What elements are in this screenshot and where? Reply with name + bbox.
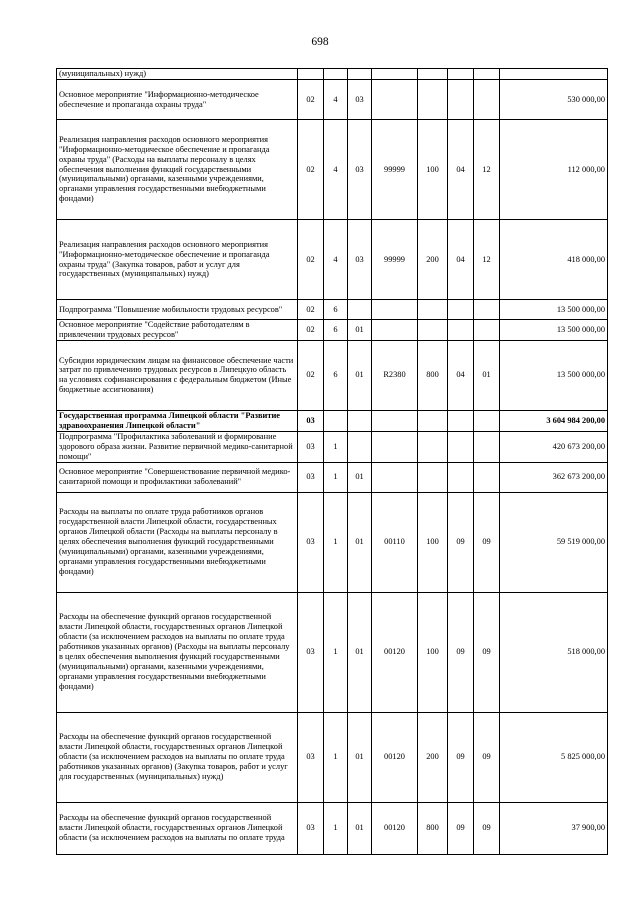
subsection-cell: 09 [474,492,500,592]
program-code-cell: 02 [298,320,324,341]
table-row [57,410,608,431]
expense-direction-cell [372,300,418,320]
expense-direction-cell [372,410,418,431]
measure-code-cell: 01 [348,712,372,802]
row-name-cell: Расходы на обеспечение функций органов государственной власти Липецкой области, государственных органов Липецкой области (за исключением расходов на выплаты по оплате труда работников указанных органов) (Расходы на выплаты персоналу в целях обеспечения выполнения функций государственными (муниципальными) органами, казенными учреждениями, органами управления государственными внебюджетными фондами) [57,592,298,712]
expense-type-cell [418,462,448,492]
expense-type-cell: 800 [418,802,448,854]
expense-direction-cell: 00120 [372,712,418,802]
program-code-cell: 02 [298,120,324,220]
section-cell: 09 [448,802,474,854]
expense-type-cell [418,300,448,320]
expense-direction-cell: 00110 [372,492,418,592]
subprogram-code-cell [324,69,348,80]
table-row [57,712,608,802]
row-name-cell: Основное мероприятие "Информационно-методическое обеспечение и пропаганда охраны труда" [57,80,298,120]
program-code-cell: 03 [298,802,324,854]
row-name-cell: Государственная программа Липецкой области "Развитие здравоохранения Липецкой области" [57,410,298,431]
measure-code-cell: 01 [348,320,372,341]
amount-cell: 418 000,00 [500,220,608,300]
section-cell: 04 [448,120,474,220]
expense-type-cell: 800 [418,340,448,410]
measure-code-cell [348,300,372,320]
table-row [57,492,608,592]
subprogram-code-cell: 4 [324,80,348,120]
subsection-cell [474,80,500,120]
expense-type-cell [418,410,448,431]
subsection-cell [474,300,500,320]
table-row [57,300,608,320]
subprogram-code-cell: 1 [324,431,348,462]
subprogram-code-cell: 6 [324,300,348,320]
section-cell [448,462,474,492]
measure-code-cell [348,69,372,80]
amount-cell [500,69,608,80]
expense-type-cell: 200 [418,712,448,802]
row-name-cell: Подпрограмма "Повышение мобильности трудовых ресурсов" [57,300,298,320]
amount-cell: 5 825 000,00 [500,712,608,802]
expense-direction-cell [372,80,418,120]
expense-direction-cell [372,320,418,341]
row-name-cell: Реализация направления расходов основного мероприятия "Информационно-методическое обеспечение и пропаганда охраны труда" (Закупка товаров, работ и услуг для государственных (муниципальных) нужд) [57,220,298,300]
measure-code-cell: 01 [348,462,372,492]
section-cell: 04 [448,340,474,410]
subprogram-code-cell: 6 [324,320,348,341]
amount-cell: 518 000,00 [500,592,608,712]
expense-type-cell: 100 [418,492,448,592]
expense-direction-cell: R2380 [372,340,418,410]
expense-type-cell [418,431,448,462]
row-name-cell: Расходы на обеспечение функций органов государственной власти Липецкой области, государственных органов Липецкой области (за исключением расходов на выплаты по оплате труда работников указанных органов) (Закупка товаров, работ и услуг для государственных (муниципальных) нужд) [57,712,298,802]
subprogram-code-cell: 1 [324,592,348,712]
expense-type-cell [418,320,448,341]
subprogram-code-cell: 1 [324,802,348,854]
row-name-cell: Основное мероприятие "Совершенствование первичной медико-санитарной помощи и профилактики заболеваний" [57,462,298,492]
measure-code-cell [348,410,372,431]
program-code-cell: 02 [298,220,324,300]
measure-code-cell: 03 [348,220,372,300]
subsection-cell: 01 [474,340,500,410]
table-row [57,80,608,120]
subprogram-code-cell: 4 [324,120,348,220]
expense-direction-cell [372,462,418,492]
expense-direction-cell [372,69,418,80]
measure-code-cell: 01 [348,592,372,712]
subsection-cell [474,69,500,80]
section-cell [448,80,474,120]
amount-cell: 13 500 000,00 [500,340,608,410]
page-number: 698 [311,36,329,48]
subsection-cell [474,320,500,341]
section-cell [448,320,474,341]
amount-cell: 530 000,00 [500,80,608,120]
measure-code-cell: 03 [348,120,372,220]
table-body [57,69,608,855]
table-row [57,431,608,462]
program-code-cell: 03 [298,712,324,802]
row-name-cell: Расходы на выплаты по оплате труда работников органов государственной власти Липецкой области, государственных органов Липецкой области (Расходы на выплаты персоналу в целях обеспечения выполнения функций государственными (муниципальными) органами, казенными учреждениями, органами управления государственными внебюджетными фондами) [57,492,298,592]
row-name-cell: Основное мероприятие "Содействие работодателям в привлечении трудовых ресурсов" [57,320,298,341]
table-row [57,462,608,492]
measure-code-cell [348,431,372,462]
program-code-cell: 03 [298,462,324,492]
section-cell [448,431,474,462]
subsection-cell: 12 [474,120,500,220]
subprogram-code-cell: 1 [324,712,348,802]
measure-code-cell: 03 [348,80,372,120]
subsection-cell: 09 [474,802,500,854]
subsection-cell: 12 [474,220,500,300]
expense-direction-cell: 00120 [372,802,418,854]
section-cell: 09 [448,492,474,592]
row-name-cell: Расходы на обеспечение функций органов государственной власти Липецкой области, государственных органов Липецкой области (за исключением расходов на выплаты по оплате труда [57,802,298,854]
amount-cell: 37 900,00 [500,802,608,854]
row-name-cell: Реализация направления расходов основного мероприятия "Информационно-методическое обеспечение и пропаганда охраны труда" (Расходы на выплаты персоналу в целях обеспечения выполнения функций государственными (муниципальными) органами, казенными учреждениями, органами управления государственными внебюджетными фондами) [57,120,298,220]
section-cell [448,410,474,431]
measure-code-cell: 01 [348,340,372,410]
table-row [57,320,608,341]
amount-cell: 112 000,00 [500,120,608,220]
expense-direction-cell: 99999 [372,120,418,220]
section-cell: 09 [448,712,474,802]
amount-cell: 3 604 984 200,00 [500,410,608,431]
measure-code-cell: 01 [348,802,372,854]
subprogram-code-cell: 1 [324,492,348,592]
subprogram-code-cell: 4 [324,220,348,300]
row-name-cell: Субсидии юридическим лицам на финансовое обеспечение части затрат по привлечению трудовых ресурсов в Липецкую область на условиях софинансирования с федеральным бюджетом (Иные бюджетные ассигнования) [57,340,298,410]
expense-type-cell [418,80,448,120]
program-code-cell: 03 [298,431,324,462]
program-code-cell: 03 [298,492,324,592]
program-code-cell [298,69,324,80]
program-code-cell: 03 [298,410,324,431]
expense-direction-cell: 00120 [372,592,418,712]
measure-code-cell: 01 [348,492,372,592]
row-name-cell: (муниципальных) нужд) [57,69,298,80]
subsection-cell [474,431,500,462]
expense-type-cell: 200 [418,220,448,300]
table-row [57,592,608,712]
subprogram-code-cell: 1 [324,462,348,492]
section-cell: 09 [448,592,474,712]
section-cell: 04 [448,220,474,300]
expense-type-cell [418,69,448,80]
section-cell [448,300,474,320]
program-code-cell: 02 [298,300,324,320]
amount-cell: 362 673 200,00 [500,462,608,492]
expense-type-cell: 100 [418,120,448,220]
table-row [57,69,608,80]
budget-table [56,68,608,855]
table-row [57,802,608,854]
amount-cell: 13 500 000,00 [500,300,608,320]
table-row [57,340,608,410]
expense-direction-cell [372,431,418,462]
subsection-cell [474,410,500,431]
program-code-cell: 02 [298,80,324,120]
section-cell [448,69,474,80]
expense-type-cell: 100 [418,592,448,712]
subsection-cell: 09 [474,592,500,712]
program-code-cell: 02 [298,340,324,410]
amount-cell: 13 500 000,00 [500,320,608,341]
table-row [57,220,608,300]
amount-cell: 420 673 200,00 [500,431,608,462]
subsection-cell: 09 [474,712,500,802]
row-name-cell: Подпрограмма "Профилактика заболеваний и формирование здорового образа жизни. Развитие первичной медико-санитарной помощи" [57,431,298,462]
table-row [57,120,608,220]
expense-direction-cell: 99999 [372,220,418,300]
amount-cell: 59 519 000,00 [500,492,608,592]
subprogram-code-cell: 6 [324,340,348,410]
program-code-cell: 03 [298,592,324,712]
subprogram-code-cell [324,410,348,431]
subsection-cell [474,462,500,492]
